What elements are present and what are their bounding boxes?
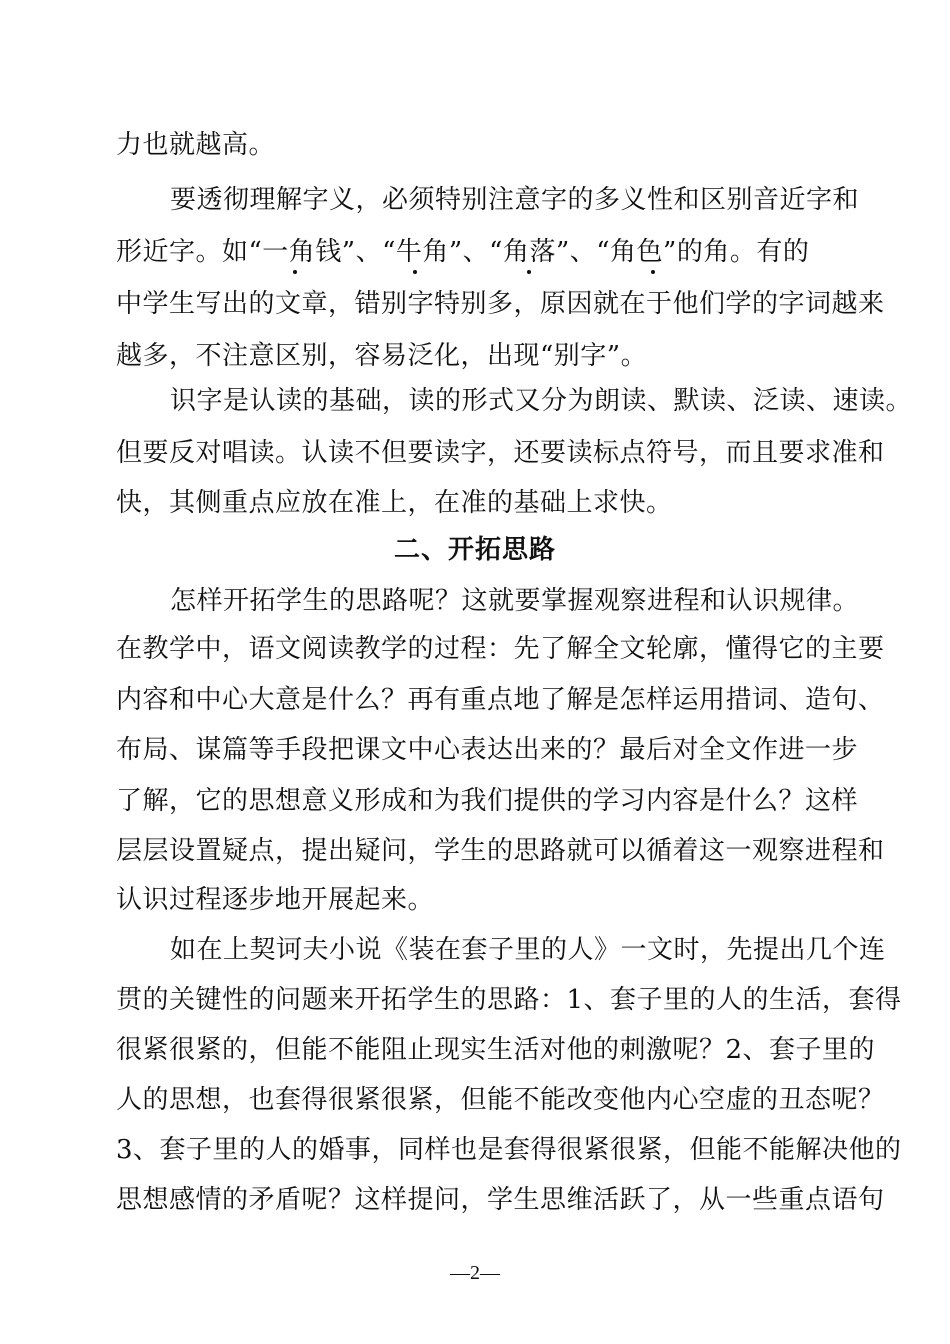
emphasis-dot: [527, 270, 531, 274]
paragraph-line: 识字是认读的基础，读的形式又分为朗读、默读、泛读、速读。: [170, 386, 913, 416]
paragraph-line: 层层设置疑点，提出疑问，学生的思路就可以循着这一观察进程和: [116, 836, 885, 866]
paragraph-line: 思想感情的矛盾呢？这样提问，学生思维活跃了，从一些重点语句: [116, 1185, 885, 1215]
paragraph-line: 力也就越高。: [116, 130, 276, 160]
paragraph-line: 越多，不注意区别，容易泛化，出现“别字”。: [116, 341, 648, 371]
paragraph-line: 如在上契诃夫小说《装在套子里的人》一文时，先提出几个连: [170, 935, 886, 965]
page-number: —2—: [450, 1262, 500, 1284]
paragraph-line: 在教学中，语文阅读教学的过程：先了解全文轮廓，懂得它的主要: [116, 634, 885, 664]
emphasis-dot: [651, 270, 655, 274]
paragraph-line: 内容和中心大意是什么？再有重点地了解是怎样运用措词、造句、: [116, 685, 885, 715]
paragraph-line: 要透彻理解字义，必须特别注意字的多义性和区别音近字和: [170, 185, 860, 215]
paragraph-line: 快，其侧重点应放在准上，在准的基础上求快。: [116, 488, 673, 518]
paragraph-line: 认识过程逐步地开展起来。: [116, 885, 435, 915]
paragraph-line: 3、套子里的人的婚事，同样也是套得很紧很紧，但能不能解决他的: [116, 1135, 902, 1165]
emphasis-dot: [413, 270, 417, 274]
paragraph-line: 布局、谋篇等手段把课文中心表达出来的？最后对全文作进一步: [116, 735, 859, 765]
paragraph-line: 贯的关键性的问题来开拓学生的思路：1、套子里的人的生活，套得: [116, 985, 902, 1015]
paragraph-line: 很紧很紧的，但能不能阻止现实生活对他的刺激呢？2、套子里的: [116, 1035, 876, 1065]
paragraph-line: 但要反对唱读。认读不但要读字，还要读标点符号，而且要求准和: [116, 438, 885, 468]
section-heading: 二、开拓思路: [393, 535, 556, 565]
emphasis-dot: [293, 270, 297, 274]
paragraph-line: 怎样开拓学生的思路呢？这就要掌握观察进程和认识规律。: [170, 586, 860, 616]
paragraph-line: 了解，它的思想意义形成和为我们提供的学习内容是什么？这样: [116, 786, 859, 816]
paragraph-line: 中学生写出的文章，错别字特别多，原因就在于他们学的字词越来: [116, 289, 885, 319]
paragraph-line: 人的思想，也套得很紧很紧，但能不能改变他内心空虚的丑态呢？: [116, 1085, 885, 1115]
paragraph-line: 形近字。如“一角钱”、“牛角”、“角落”、“角色”的角。有的: [116, 237, 810, 267]
